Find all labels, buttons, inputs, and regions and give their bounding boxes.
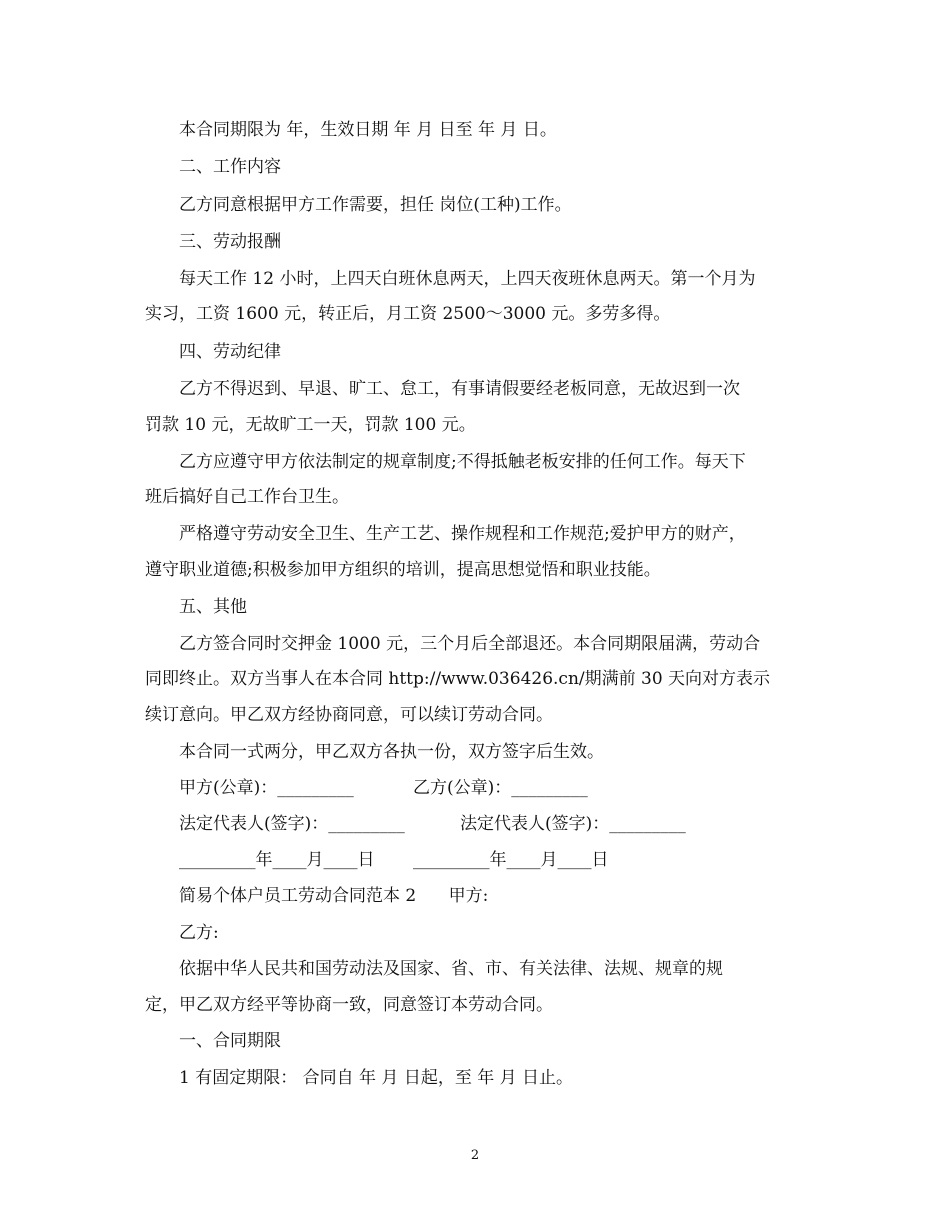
paragraph-line: 依据中华人民共和国劳动法及国家、省、市、有关法律、法规、规章的规 [179, 959, 723, 979]
paragraph-line: 1 有固定期限： 合同自 年 月 日起，至 年 月 日止。 [179, 1068, 574, 1088]
paragraph-line: 实习，工资 1600 元，转正后，月工资 2500～3000 元。多劳多得。 [145, 304, 671, 324]
section-heading-work-content: 二、工作内容 [179, 157, 281, 177]
paragraph-line: 同即终止。双方当事人在本合同 http://www.036426.cn/期满前 30 天向对方表示 [145, 669, 771, 689]
paragraph-line: 乙方不得迟到、早退、旷工、怠工，有事请假要经老板同意，无故迟到一次 [179, 379, 740, 399]
paragraph-line: 严格遵守劳动安全卫生、生产工艺、操作规程和工作规范;爱护甲方的财产， [179, 524, 746, 544]
paragraph-line: 本合同一式两分，甲乙双方各执一份，双方签字后生效。 [179, 742, 604, 762]
paragraph-line: 遵守职业道德;积极参加甲方组织的培训，提高思想觉悟和职业技能。 [145, 560, 661, 580]
paragraph-line: 定，甲乙双方经平等协商一致，同意签订本劳动合同。 [145, 995, 553, 1015]
section-heading-other: 五、其他 [179, 597, 247, 617]
second-contract-title: 简易个体户员工劳动合同范本 2 甲方: [179, 886, 489, 906]
section-heading-remuneration: 三、劳动报酬 [179, 232, 281, 252]
paragraph-line: 每天工作 12 小时，上四天白班休息两天，上四天夜班休息两天。第一个月为 [179, 269, 756, 289]
section-heading-discipline: 四、劳动纪律 [179, 342, 281, 362]
page-number: 2 [470, 1148, 480, 1163]
contract-term-line: 本合同期限为 年，生效日期 年 月 日至 年 月 日。 [179, 120, 557, 140]
party-b-seal-field: 乙方(公章)：_________ [413, 778, 588, 798]
party-a-seal-field: 甲方(公章)：_________ [179, 778, 354, 798]
date-a-field: _________年____月____日 [179, 850, 375, 870]
paragraph-line: 续订意向。甲乙双方经协商同意，可以续订劳动合同。 [145, 705, 553, 725]
paragraph-line: 罚款 10 元，无故旷工一天，罚款 100 元。 [145, 415, 476, 435]
legal-rep-b-field: 法定代表人(签字)：_________ [460, 814, 686, 834]
paragraph-line: 班后搞好自己工作台卫生。 [145, 487, 349, 507]
party-b-line: 乙方: [179, 923, 219, 943]
paragraph-line: 乙方同意根据甲方工作需要，担任 岗位(工种)工作。 [179, 195, 572, 215]
paragraph-line: 乙方签合同时交押金 1000 元，三个月后全部退还。本合同期限届满，劳动合 [179, 634, 761, 654]
date-b-field: _________年____月____日 [413, 850, 609, 870]
paragraph-line: 乙方应遵守甲方依法制定的规章制度;不得抵触老板安排的任何工作。每天下 [179, 452, 746, 472]
legal-rep-a-field: 法定代表人(签字)：_________ [179, 814, 405, 834]
section-heading-term: 一、合同期限 [179, 1031, 281, 1051]
